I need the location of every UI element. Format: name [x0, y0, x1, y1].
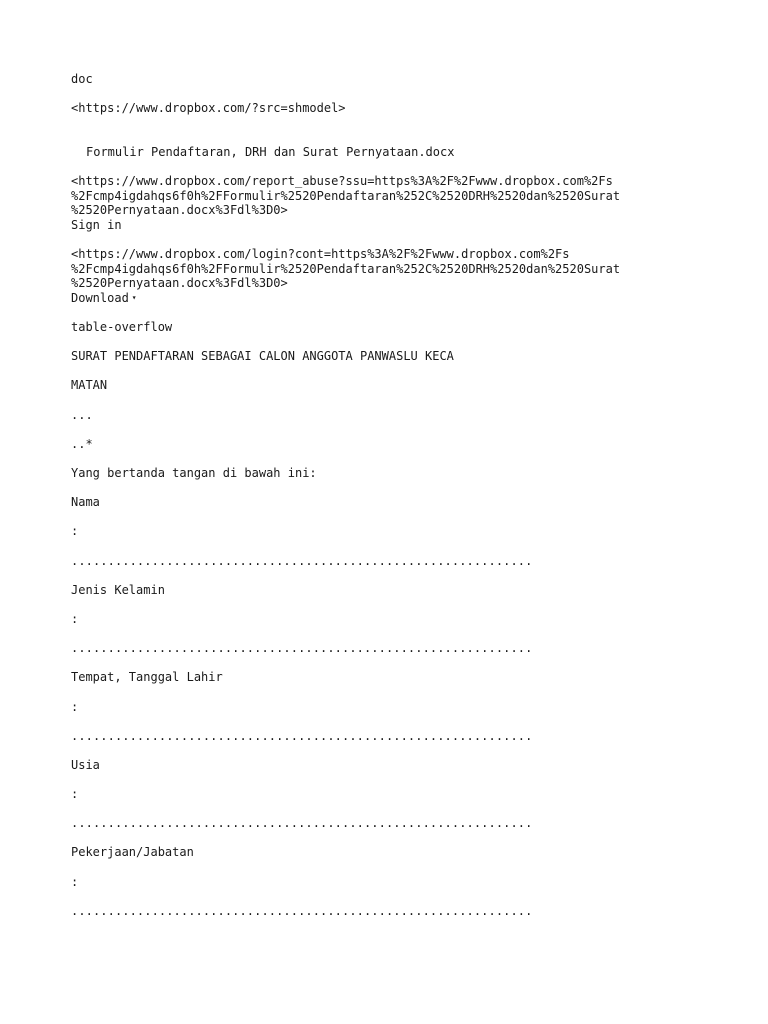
field-colon: :: [71, 524, 79, 539]
report-link-line: %2520Pernyataan.docx%3Fdl%3D0>: [71, 203, 288, 218]
form-title: SURAT PENDAFTARAN SEBAGAI CALON ANGGOTA PANWASLU KECA: [71, 349, 454, 364]
field-colon: :: [71, 787, 79, 802]
report-link-line: <https://www.dropbox.com/report_abuse?ssu=https%3A%2F%2Fwww.dropbox.com%2Fs: [71, 174, 613, 189]
field-label-nama: Nama: [71, 495, 100, 510]
ellipsis-line: ...: [71, 407, 93, 422]
table-overflow-label: table-overflow: [71, 320, 173, 335]
login-link[interactable]: [71, 247, 731, 291]
field-fill-line: ...............................................................: [71, 728, 533, 743]
form-title-continued: MATAN: [71, 378, 108, 393]
report-link-line: %2Fcmp4igdahqs6f0h%2FFormulir%2520Pendaftaran%252C%2520DRH%2520dan%2520Surat: [71, 188, 621, 203]
document-page: [71, 72, 731, 918]
field-fill-line: ...............................................................: [71, 816, 533, 831]
field-label-pekerjaan-jabatan: Pekerjaan/Jabatan: [71, 845, 194, 860]
ellipsis-line: ..*: [71, 436, 93, 451]
field-colon: :: [71, 874, 79, 889]
login-link-line: %2Fcmp4igdahqs6f0h%2FFormulir%2520Pendaftaran%252C%2520DRH%2520dan%2520Surat: [71, 261, 621, 276]
field-label-tempat-tanggal-lahir: Tempat, Tanggal Lahir: [71, 670, 223, 685]
report-abuse-link[interactable]: [71, 174, 731, 218]
sign-in-button[interactable]: Sign in: [71, 217, 122, 232]
field-colon: :: [71, 611, 79, 626]
field-fill-line: ...............................................................: [71, 553, 533, 568]
field-label-usia: Usia: [71, 757, 100, 772]
field-fill-line: ...............................................................: [71, 903, 533, 918]
chevron-down-icon: ▾: [131, 292, 137, 302]
file-name: Formulir Pendaftaran, DRH dan Surat Pernyataan.docx: [86, 144, 455, 159]
field-label-jenis-kelamin: Jenis Kelamin: [71, 582, 165, 597]
login-link-line: %2520Pernyataan.docx%3Fdl%3D0>: [71, 276, 288, 291]
doc-label: doc: [71, 72, 93, 86]
field-fill-line: ...............................................................: [71, 641, 533, 656]
download-button[interactable]: [71, 291, 137, 305]
download-label: Download: [71, 290, 129, 305]
login-link-line: <https://www.dropbox.com/login?cont=https%3A%2F%2Fwww.dropbox.com%2Fs: [71, 247, 570, 262]
field-colon: :: [71, 699, 79, 714]
dropbox-home-link[interactable]: <https://www.dropbox.com/?src=shmodel>: [71, 101, 346, 116]
intro-text: Yang bertanda tangan di bawah ini:: [71, 466, 317, 481]
